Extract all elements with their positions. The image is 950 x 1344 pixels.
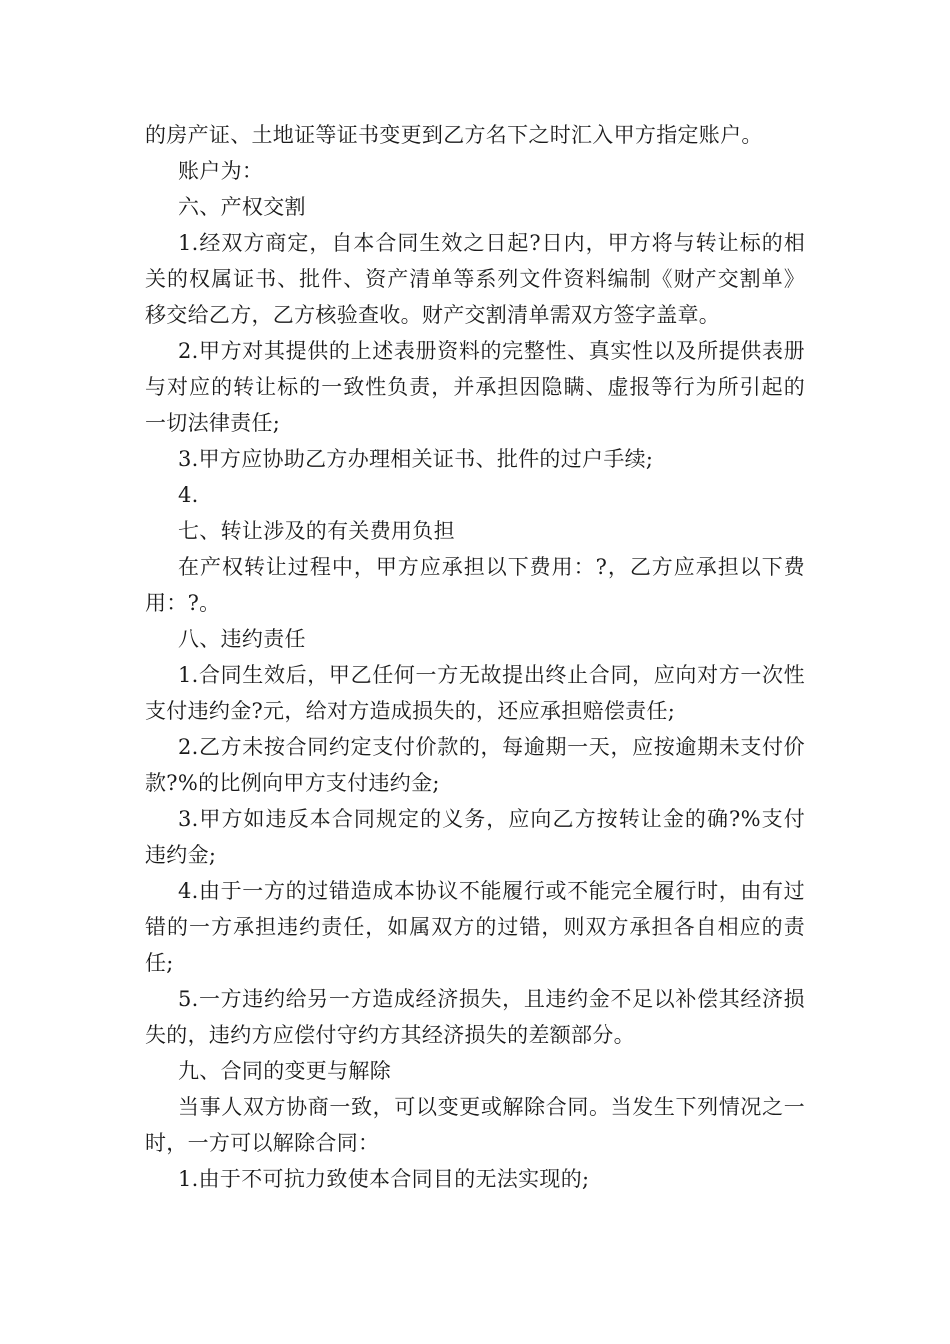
paragraph: 5.一方违约给另一方造成经济损失，且违约金不足以补偿其经济损失的，违约方应偿付守约方其经济损失的差额部分。 (145, 987, 805, 1047)
document-body (145, 117, 805, 1197)
paragraph: 3.甲方如违反本合同规定的义务，应向乙方按转让金的确?%支付违约金; (145, 807, 805, 867)
section-heading: 六、产权交割 (178, 195, 306, 219)
paragraph: 在产权转让过程中，甲方应承担以下费用：?，乙方应承担以下费用：?。 (145, 555, 805, 615)
section-heading: 七、转让涉及的有关费用负担 (178, 519, 455, 543)
paragraph: 当事人双方协商一致，可以变更或解除合同。当发生下列情况之一时，一方可以解除合同： (145, 1095, 805, 1155)
paragraph: 的房产证、土地证等证书变更到乙方名下之时汇入甲方指定账户。 (145, 123, 763, 147)
paragraph: 4.由于一方的过错造成本协议不能履行或不能完全履行时，由有过错的一方承担违约责任，如属双方的过错，则双方承担各自相应的责任; (145, 879, 805, 975)
paragraph: 1.合同生效后，甲乙任何一方无故提出终止合同，应向对方一次性支付违约金?元，给对方造成损失的，还应承担赔偿责任; (145, 663, 805, 723)
paragraph: 2.乙方未按合同约定支付价款的，每逾期一天，应按逾期未支付价款?%的比例向甲方支付违约金; (145, 735, 805, 795)
section-heading: 九、合同的变更与解除 (178, 1059, 391, 1083)
paragraph: 3.甲方应协助乙方办理相关证书、批件的过户手续; (178, 447, 654, 471)
paragraph: 4. (178, 483, 199, 507)
section-heading: 八、违约责任 (178, 627, 306, 651)
paragraph: 1.经双方商定，自本合同生效之日起?日内，甲方将与转让标的相关的权属证书、批件、资产清单等系列文件资料编制《财产交割单》移交给乙方，乙方核验查收。财产交割清单需双方签字盖章。 (145, 231, 805, 327)
paragraph: 2.甲方对其提供的上述表册资料的完整性、真实性以及所提供表册与对应的转让标的一致性负责，并承担因隐瞒、虚报等行为所引起的一切法律责任; (145, 339, 805, 435)
paragraph: 账户为： (178, 159, 264, 183)
paragraph: 1.由于不可抗力致使本合同目的无法实现的; (178, 1167, 590, 1191)
